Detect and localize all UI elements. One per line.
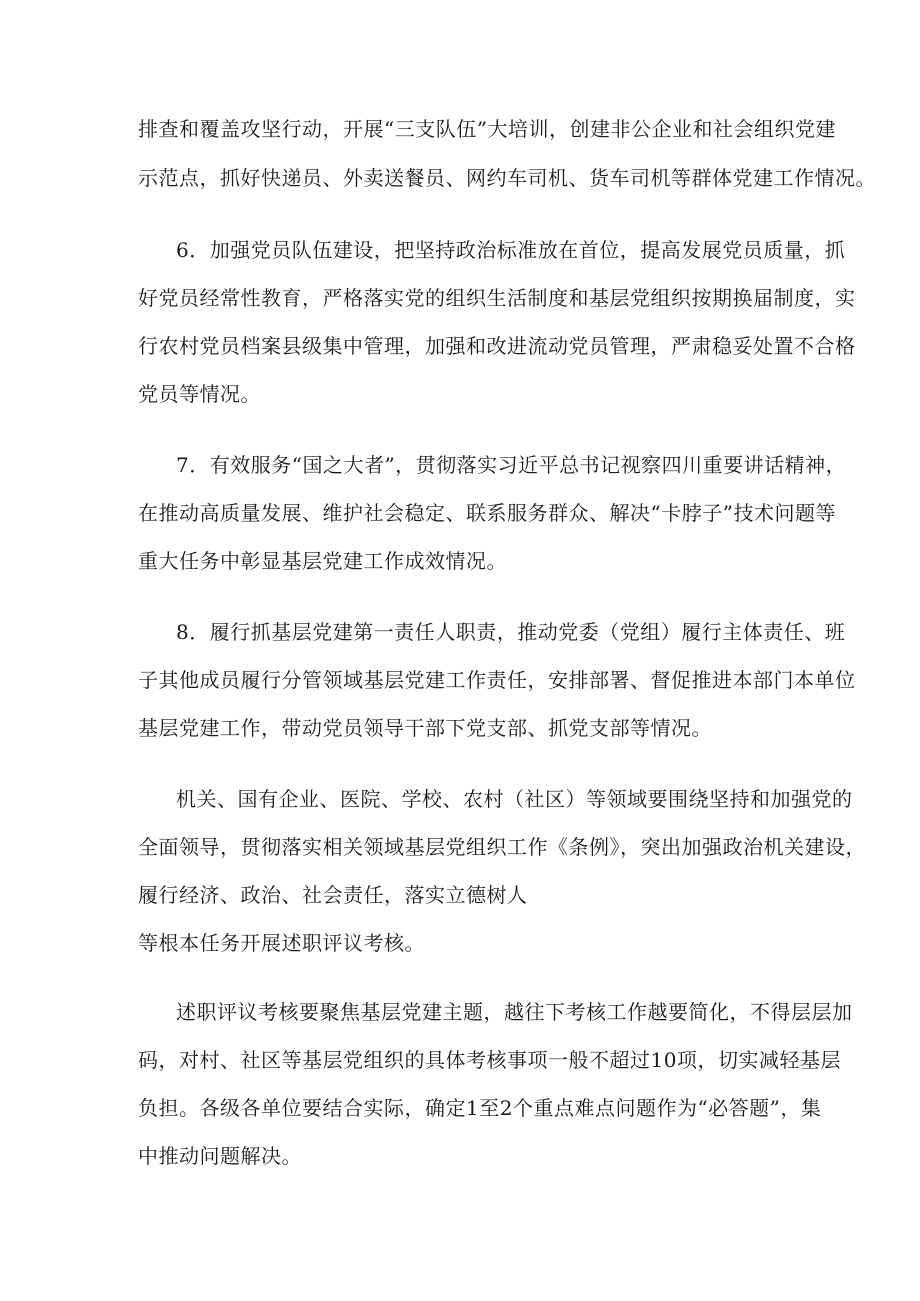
text-line: 子其他成员履行分管领域基层党建工作责任，安排部署、督促推进本部门本单位 [138, 668, 856, 692]
text-line: 在推动高质量发展、维护社会稳定、联系服务群众、解决“卡脖子”技术问题等 [138, 501, 836, 525]
paragraph-start-line: 机关、国有企业、医院、学校、农村（社区）等领域要围绕坚持和加强党的 [176, 787, 853, 811]
paragraph-start-line: 述职评议考核要聚焦基层党建主题，越往下考核工作越要简化，不得层层加 [176, 1000, 853, 1024]
text-line: 示范点，抓好快递员、外卖送餐员、网约车司机、货车司机等群体党建工作情况。 [138, 166, 876, 190]
text-line: 行农村党员档案县级集中管理，加强和改进流动党员管理，严肃稳妥处置不合格 [138, 334, 856, 358]
item-7-line: 7．有效服务“国之大者”，贯彻落实习近平总书记视察四川重要讲话精神， [176, 453, 847, 477]
text-line: 负担。各级各单位要结合实际，确定1至2个重点难点问题作为“必答题”，集 [138, 1096, 822, 1120]
text-line: 中推动问题解决。 [138, 1144, 302, 1168]
item-8-line: 8．履行抓基层党建第一责任人职责，推动党委（党组）履行主体责任、班 [176, 620, 846, 644]
text-line: 全面领导，贯彻落实相关领域基层党组织工作《条例》，突出加强政治机关建设， [138, 835, 866, 859]
text-line: 重大任务中彰显基层党建工作成效情况。 [138, 549, 507, 573]
text-line: 基层党建工作，带动党员领导干部下党支部、抓党支部等情况。 [138, 716, 712, 740]
text-line: 履行经济、政治、社会责任，落实立德树人 [138, 883, 528, 907]
text-line: 等根本任务开展述职评议考核。 [138, 931, 425, 955]
text-line: 党员等情况。 [138, 382, 261, 406]
item-6-line: 6．加强党员队伍建设，把坚持政治标准放在首位，提高发展党员质量，抓 [176, 238, 846, 262]
text-line: 码，对村、社区等基层党组织的具体考核事项一般不超过10项，切实减轻基层 [138, 1048, 841, 1072]
text-line: 好党员经常性教育，严格落实党的组织生活制度和基层党组织按期换届制度，实 [138, 286, 856, 310]
text-line: 排查和覆盖攻坚行动，开展“三支队伍”大培训，创建非公企业和社会组织党建 [138, 117, 836, 141]
